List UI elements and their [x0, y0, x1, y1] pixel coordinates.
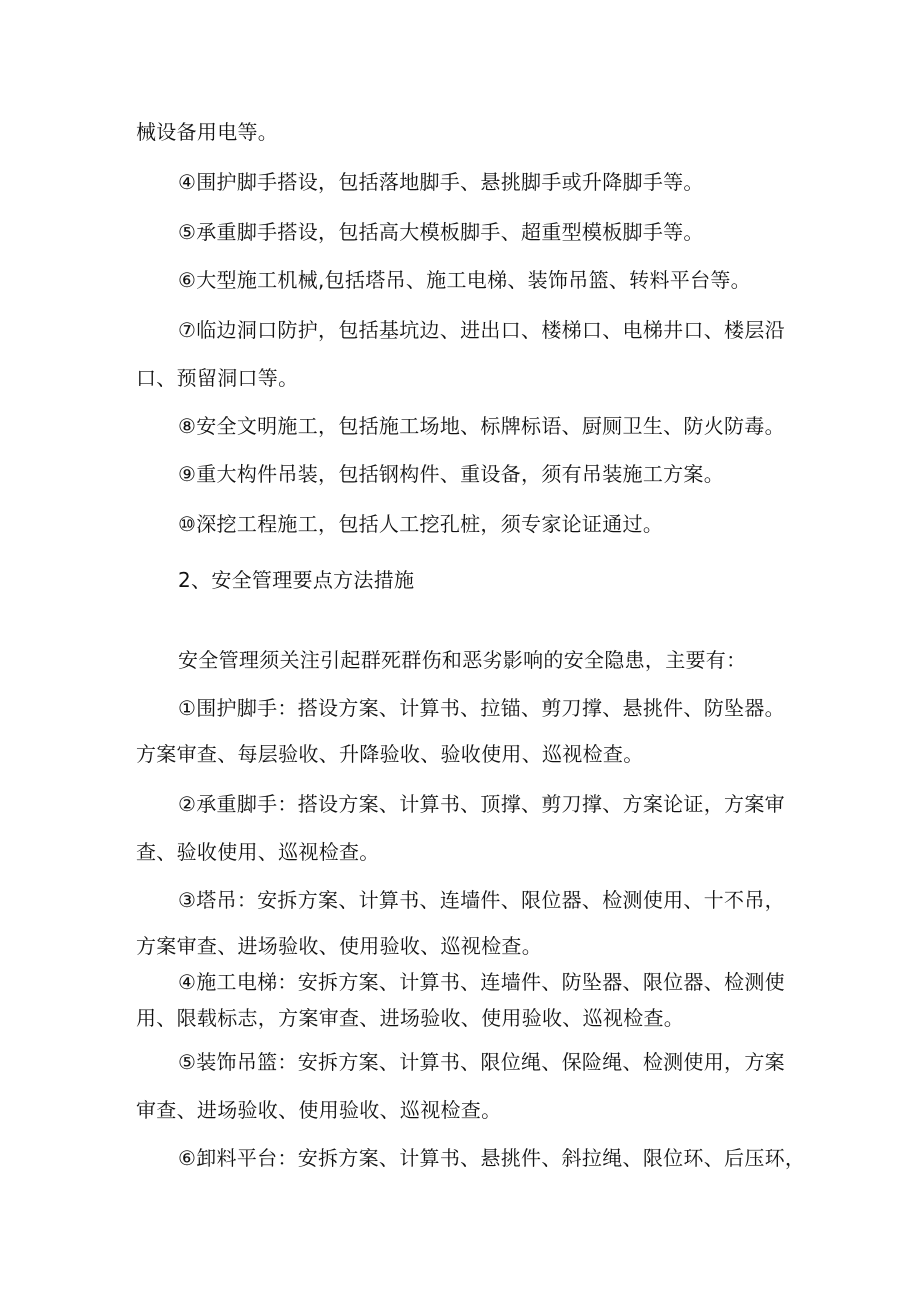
list-item: ⑦临边洞口防护，包括基坑边、进出口、楼梯口、电梯井口、楼层沿 [178, 318, 785, 342]
text-line: 查、验收使用、巡视检查。 [136, 840, 380, 864]
list-item: ⑤承重脚手搭设，包括高大模板脚手、超重型模板脚手等。 [178, 220, 704, 244]
text-line: 械设备用电等。 [136, 120, 279, 144]
list-item: ⑥卸料平台：安拆方案、计算书、悬挑件、斜拉绳、限位环、后压环， [178, 1146, 806, 1170]
text-line: 方案审查、每层验收、升降验收、验收使用、巡视检查。 [136, 742, 644, 766]
list-item: ⑥大型施工机械,包括塔吊、施工电梯、装饰吊篮、转料平台等。 [178, 268, 751, 292]
list-item: ①围护脚手：搭设方案、计算书、拉锚、剪刀撑、悬挑件、防坠器。 [178, 696, 785, 720]
list-item: ②承重脚手：搭设方案、计算书、顶撑、剪刀撑、方案论证，方案审 [178, 792, 785, 816]
list-item: ③塔吊：安拆方案、计算书、连墙件、限位器、检测使用、十不吊， [178, 888, 785, 912]
paragraph: 安全管理须关注引起群死群伤和恶劣影响的安全隐患，主要有： [178, 648, 747, 672]
list-item: ④围护脚手搭设，包括落地脚手、悬挑脚手或升降脚手等。 [178, 170, 704, 194]
text-line: 审查、进场验收、使用验收、巡视检查。 [136, 1098, 502, 1122]
text-line: 用、限载标志，方案审查、进场验收、使用验收、巡视检查。 [136, 1006, 685, 1030]
list-item: ⑤装饰吊篮：安拆方案、计算书、限位绳、保险绳、检测使用，方案 [178, 1050, 785, 1074]
list-item: ⑧安全文明施工，包括施工场地、标牌标语、厨厕卫生、防火防毒。 [178, 414, 785, 438]
list-item: ④施工电梯：安拆方案、计算书、连墙件、防坠器、限位器、检测使 [178, 970, 785, 994]
text-line: 方案审查、进场验收、使用验收、巡视检查。 [136, 934, 542, 958]
section-heading: 2、安全管理要点方法措施 [178, 568, 415, 592]
text-line: 口、预留洞口等。 [136, 366, 299, 390]
list-item: ⑨重大构件吊装，包括钢构件、重设备，须有吊装施工方案。 [178, 462, 725, 486]
list-item: ⑩深挖工程施工，包括人工挖孔桩，须专家论证通过。 [178, 512, 664, 536]
